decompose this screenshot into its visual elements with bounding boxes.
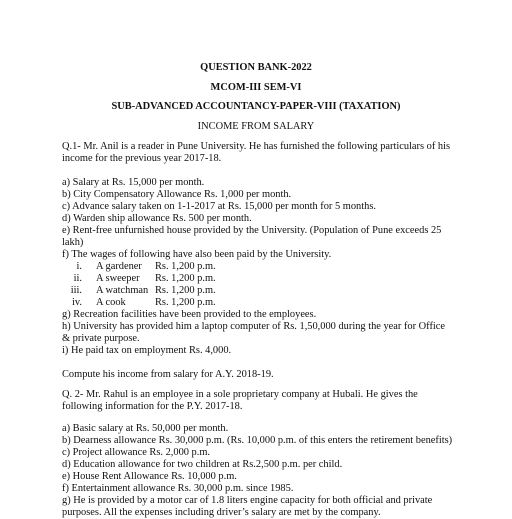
topic-heading: INCOME FROM SALARY: [197, 121, 315, 132]
q1-item-e-line1: e) Rent-free unfurnished house provided by the University. (Population of Pune exceeds 25: [62, 225, 442, 236]
wage-amount: Rs. 1,200 p.m.: [155, 297, 216, 308]
q2-item-g-line1: g) He is provided by a motor car of 1.8 liters engine capacity for both official and private: [62, 495, 433, 506]
wage-number: iv.: [71, 297, 82, 308]
q1-item-f: f) The wages of following have also been paid by the University.: [62, 249, 332, 260]
wage-name: A gardener: [96, 261, 142, 272]
q1-item-h-line1: h) University has provided him a laptop computer of Rs. 1,50,000 during the year for Office: [62, 321, 446, 332]
q2-item-c: c) Project allowance Rs. 2,000 p.m.: [62, 447, 211, 458]
q2-intro-line1: Q. 2- Mr. Rahul is an employee in a sole proprietary company at Hubali. He gives the: [62, 389, 418, 400]
course-title: MCOM-III SEM-VI: [210, 82, 302, 93]
q2-item-f: f) Entertainment allowance Rs. 30,000 p.m. since 1985.: [62, 483, 294, 494]
wage-name: A cook: [96, 297, 126, 308]
q1-item-b: b) City Compensatory Allowance Rs. 1,000 per month.: [62, 189, 292, 200]
wage-number: i.: [76, 261, 82, 272]
q1-item-i: i) He paid tax on employment Rs. 4,000.: [62, 345, 232, 356]
wage-amount: Rs. 1,200 p.m.: [155, 273, 216, 284]
q2-intro-line2: following information for the P.Y. 2017-18.: [62, 401, 243, 412]
q2-item-e: e) House Rent Allowance Rs. 10,000 p.m.: [62, 471, 237, 482]
q2-item-d: d) Education allowance for two children at Rs.2,500 p.m. per child.: [62, 459, 343, 470]
q1-item-h-line2: & private purpose.: [62, 333, 140, 344]
q2-item-b: b) Dearness allowance Rs. 30,000 p.m. (Rs. 10,000 p.m. of this enters the retirement benefits): [62, 435, 453, 446]
subject-title: SUB-ADVANCED ACCOUNTANCY-PAPER-VIII (TAXATION): [111, 101, 401, 112]
wage-amount: Rs. 1,200 p.m.: [155, 285, 216, 296]
q1-intro-line2: income for the previous year 2017-18.: [62, 153, 222, 164]
q1-item-g: g) Recreation facilities have been provided to the employees.: [62, 309, 317, 320]
wage-name: A sweeper: [96, 273, 140, 284]
q1-item-c: c) Advance salary taken on 1-1-2017 at Rs. 15,000 per month for 5 months.: [62, 201, 376, 212]
wage-name: A watchman: [96, 285, 149, 296]
q2-item-g-line2: purposes. All the expenses including driver’s salary are met by the company.: [62, 507, 381, 518]
wage-number: iii.: [70, 285, 82, 296]
q1-item-a: a) Salary at Rs. 15,000 per month.: [62, 177, 205, 188]
q1-item-d: d) Warden ship allowance Rs. 500 per month.: [62, 213, 252, 224]
q2-item-a: a) Basic salary at Rs. 50,000 per month.: [62, 423, 229, 434]
q1-intro-line1: Q.1- Mr. Anil is a reader in Pune University. He has furnished the following particulars of his: [62, 141, 451, 152]
wage-amount: Rs. 1,200 p.m.: [155, 261, 216, 272]
doc-title: QUESTION BANK-2022: [200, 62, 312, 73]
q1-item-e-line2: lakh): [62, 237, 84, 248]
wage-number: ii.: [73, 273, 82, 284]
q1-compute-instruction: Compute his income from salary for A.Y. 2018-19.: [62, 369, 274, 380]
